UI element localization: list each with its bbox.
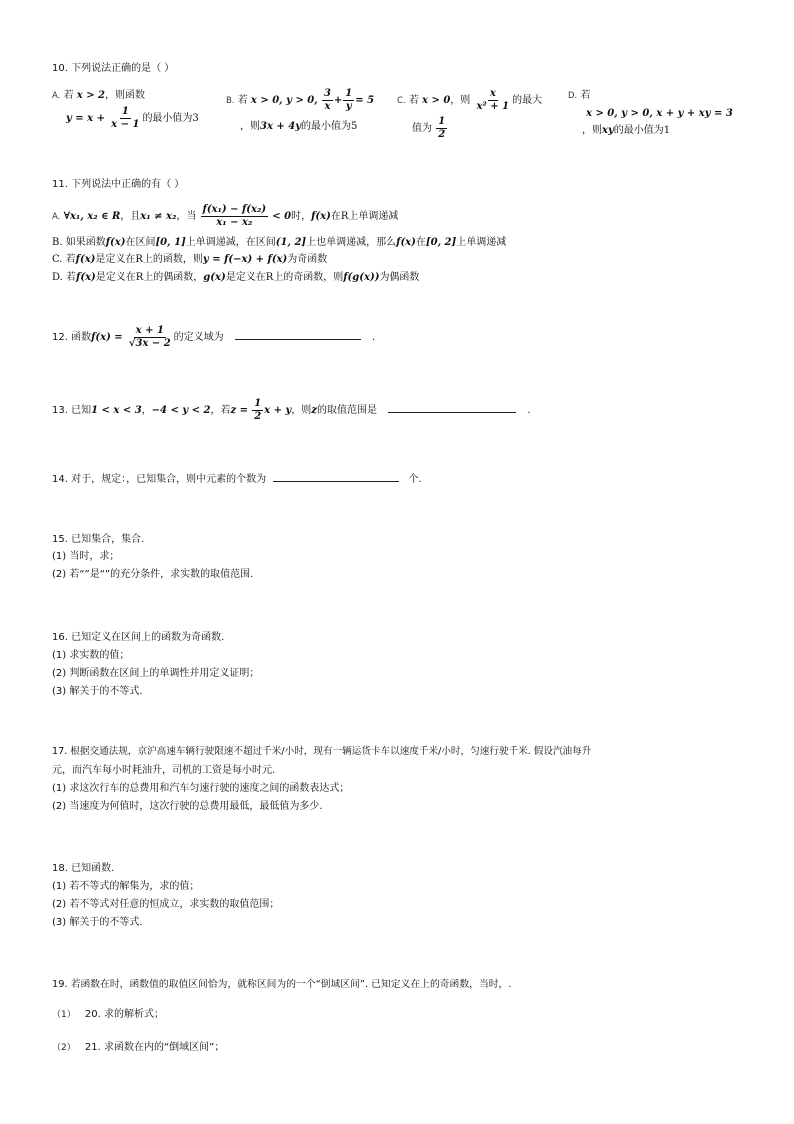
q16-part1: (1) 求实数的值； [52, 650, 130, 661]
q13-answer-blank[interactable] [388, 402, 516, 413]
q15-part2: (2) 若“”是“”的充分条件，求实数的取值范围. [52, 569, 254, 580]
q10-b-tail: 的最小值为5 [301, 121, 358, 132]
q11-c-tail: 为奇函数 [287, 254, 328, 265]
q11-b-int1: [0, 1] [155, 237, 186, 248]
q13-mid: ，若 [210, 405, 231, 416]
q11-b-tail: 上单调递减 [456, 237, 507, 248]
q10-option-b-line2 [240, 120, 357, 134]
q19-sub1-marker: （1） [52, 1010, 76, 1020]
q11-stem: 11. 下列说法中正确的有（ ） [52, 179, 185, 190]
q10-option-c-line1 [397, 86, 542, 116]
q11-a-frac-num: f(x₁) − f(x₂) [202, 204, 267, 215]
q10-b-plus: + [333, 95, 343, 106]
q10-b-frac1 [322, 88, 333, 113]
q11-c-fx: f(x) [75, 254, 96, 265]
q10-a-fraction [109, 106, 141, 131]
q11-option-b [52, 236, 506, 250]
q10-d-math: x > 0, y > 0, x + y + xy = 3 [586, 108, 733, 119]
q12-line [52, 322, 375, 354]
q10-b-frac1-num: 3 [323, 88, 331, 99]
q13-end: . [527, 405, 531, 416]
q11-a-frac-den: x₁ − x₂ [216, 217, 253, 228]
q11-a-math: ∀x₁, x₂ ∈ R [63, 211, 121, 222]
q11-b-int3: [0, 2] [425, 237, 457, 248]
q11-b-int2: (1, 2] [275, 237, 307, 248]
q10-a-frac-num: 1 [121, 106, 129, 117]
q10-d-pre: 若 [580, 90, 591, 101]
q17-stem-line2: 元，而汽车每小时耗油升，司机的工资是每小时元. [52, 765, 276, 776]
q10-d-tail-math: xy [602, 125, 614, 136]
q11-a-mid: ，且 [120, 211, 141, 222]
q11-d-gx: g(x) [203, 272, 226, 283]
q10-option-d-line1 [568, 89, 590, 103]
q11-b-fx: f(x) [105, 237, 126, 248]
q13-tail: 的取值范围是 [316, 405, 377, 416]
q11-a-math2: x₁ ≠ x₂ [140, 211, 177, 222]
q10-c-frac-num: x [489, 88, 496, 99]
q11-d-mid: 是定义在R上的偶函数， [95, 272, 204, 283]
q12-math: f(x) = [91, 332, 123, 343]
q11-d-tail: 为偶函数 [379, 272, 420, 283]
q12-frac-den: √3x − 2 [128, 338, 171, 349]
q11-b-mid2: 上单调递减，在区间 [185, 237, 276, 248]
q10-a-pre: 若 [63, 90, 74, 101]
q17-part2: (2) 当速度为何值时，这次行驶的总费用最低，最低值为多少. [52, 801, 323, 812]
q10-a-mid: ，则函数 [105, 90, 146, 101]
q10-option-c-line2 [412, 114, 448, 144]
q10-b-frac2 [343, 88, 354, 113]
q10-b-frac2-den: y [345, 101, 352, 112]
q10-stem: 10. 下列说法正确的是（ ） [52, 63, 175, 74]
q10-c-math: x > 0 [422, 95, 451, 106]
q10-c-fraction [474, 88, 511, 113]
q10-b-label: B. [226, 96, 235, 106]
q13-mid2: ，则 [291, 405, 312, 416]
q11-c-mid: 是定义在R上的函数，则 [95, 254, 203, 265]
q10-c-frac-den: x² + 1 [476, 101, 510, 112]
q11-option-c [52, 253, 327, 267]
q11-b-mid4: 在 [415, 237, 426, 248]
q10-c-pre: 若 [408, 95, 419, 106]
q12-pre: 12. 函数 [52, 332, 92, 343]
q13-math4: x + y [264, 405, 292, 416]
q10-b-frac2-num: 1 [345, 88, 353, 99]
q10-option-a-line1 [52, 89, 145, 103]
q11-b-mid3: 上也单调递减，那么 [306, 237, 397, 248]
q11-a-tail: 在R上单调递减 [330, 211, 399, 222]
q10-a-label: A. [52, 91, 61, 101]
q10-b-tail-pre: ，则 [240, 121, 260, 132]
q13-math3: z = [230, 405, 248, 416]
q16-part3: (3) 解关于的不等式. [52, 686, 143, 697]
q19-sub1 [52, 1008, 164, 1022]
q13-pre: 13. 已知 [52, 405, 92, 416]
q12-answer-blank[interactable] [235, 329, 361, 340]
q18-stem: 18. 已知函数. [52, 863, 115, 874]
q10-a-frac-den: x − 1 [111, 119, 140, 130]
q10-b-frac1-den: x [324, 101, 331, 112]
q11-option-d [52, 271, 419, 285]
q12-end: . [372, 332, 376, 343]
q10-a-tail: 的最小值为3 [142, 113, 199, 124]
q10-b-eq: = 5 [355, 95, 375, 106]
q14-end: 个. [408, 474, 422, 485]
q12-tail: 的定义域为 [173, 332, 224, 343]
q13-frac-num: 1 [254, 398, 262, 409]
q15-stem: 15. 已知集合，集合. [52, 534, 145, 545]
q10-d-label: D. [568, 91, 578, 101]
q11-b-fx2: f(x) [396, 237, 416, 248]
q11-d-math: f(g(x)) [343, 272, 380, 283]
q10-b-tail-math: 3x + 4y [260, 121, 302, 132]
q19-sub1-text: 20. 求的解析式； [84, 1009, 165, 1020]
q10-d-tail-pre: ，则 [582, 125, 602, 136]
q11-a-lt: < 0 [272, 211, 292, 222]
q11-a-mid2: ，当 [176, 211, 197, 222]
q11-b-text: B. 如果函数 [52, 237, 106, 248]
q11-a-mid3: 时， [291, 211, 312, 222]
q10-c-mid: ，则 [450, 95, 471, 106]
q12-fraction [127, 325, 173, 350]
q10-option-b-line1 [226, 86, 374, 116]
q13-math1: 1 < x < 3 [91, 405, 142, 416]
q13-z: z [311, 405, 317, 416]
q17-part1: (1) 求这次行车的总费用和汽车匀速行驶的速度之间的函数表达式； [52, 783, 350, 794]
q19-stem: 19. 若函数在时，函数值的取值区间恰为，就称区间为的一个“倒域区间”. 已知定义在上的奇函数，当时，. [52, 979, 512, 990]
q19-sub2-marker: （2） [52, 1043, 76, 1053]
q14-line [52, 471, 422, 487]
q18-part3: (3) 解关于的不等式. [52, 917, 143, 928]
q11-d-mid2: 是定义在R上的奇函数，则 [225, 272, 344, 283]
q10-c-val-den: 2 [438, 129, 446, 140]
q11-a-label: A. [52, 212, 61, 222]
q11-b-mid1: 在区间 [125, 237, 156, 248]
q18-part2: (2) 若不等式对任意的恒成立，求实数的取值范围； [52, 899, 280, 910]
q11-c-text: C. 若 [52, 254, 76, 265]
q14-answer-blank[interactable] [273, 471, 399, 482]
q10-c-value [436, 116, 447, 141]
q13-frac-den: 2 [254, 411, 262, 422]
q11-d-fx: f(x) [76, 272, 96, 283]
q10-b-math: x > 0, y > 0, [250, 95, 318, 106]
q10-option-a-line2 [66, 104, 199, 134]
q15-part1: (1) 当时，求； [52, 551, 120, 562]
q13-line [52, 396, 531, 426]
q11-d-text: D. 若 [52, 272, 77, 283]
q10-c-label: C. [397, 96, 406, 106]
q11-c-math: y = f(−x) + f(x) [202, 254, 288, 265]
q12-frac-num: x + 1 [135, 325, 164, 336]
q10-d-tail: 的最小值为1 [613, 125, 671, 136]
q10-option-d-line2 [586, 107, 733, 121]
q10-b-pre: 若 [237, 95, 248, 106]
q13-sep: ， [141, 405, 152, 416]
q14-pre: 14. 对于，规定：，已知集合，则中元素的个数为 [52, 474, 267, 485]
q10-c-tail: 的最大 [512, 95, 543, 106]
q10-a-math2: y = x + [66, 113, 105, 124]
q17-stem-line1: 17. 根据交通法规，京沪高速车辆行驶限速不超过千米/小时，现有一辆运货卡车以速度千米/小时，匀速行驶千米. 假设汽油每升 [52, 746, 592, 757]
q10-option-d-line3 [582, 124, 670, 138]
q16-part2: (2) 判断函数在区间上的单调性并用定义证明； [52, 668, 260, 679]
q10-c-line2: 值为 [412, 123, 432, 134]
q10-a-math1: x > 2 [76, 90, 106, 101]
q11-a-fx: f(x) [311, 211, 331, 222]
q11-a-fraction [201, 204, 269, 229]
q19-sub2 [52, 1041, 224, 1055]
q19-sub2-text: 21. 求函数在内的“倒域区间”； [84, 1042, 225, 1053]
q13-math2: −4 < y < 2 [151, 405, 211, 416]
q18-part1: (1) 若不等式的解集为，求的值； [52, 881, 200, 892]
q16-stem: 16. 已知定义在区间上的函数为奇函数. [52, 632, 225, 643]
q13-fraction [252, 398, 263, 423]
q10-c-val-num: 1 [438, 116, 446, 127]
q11-option-a [52, 202, 398, 232]
